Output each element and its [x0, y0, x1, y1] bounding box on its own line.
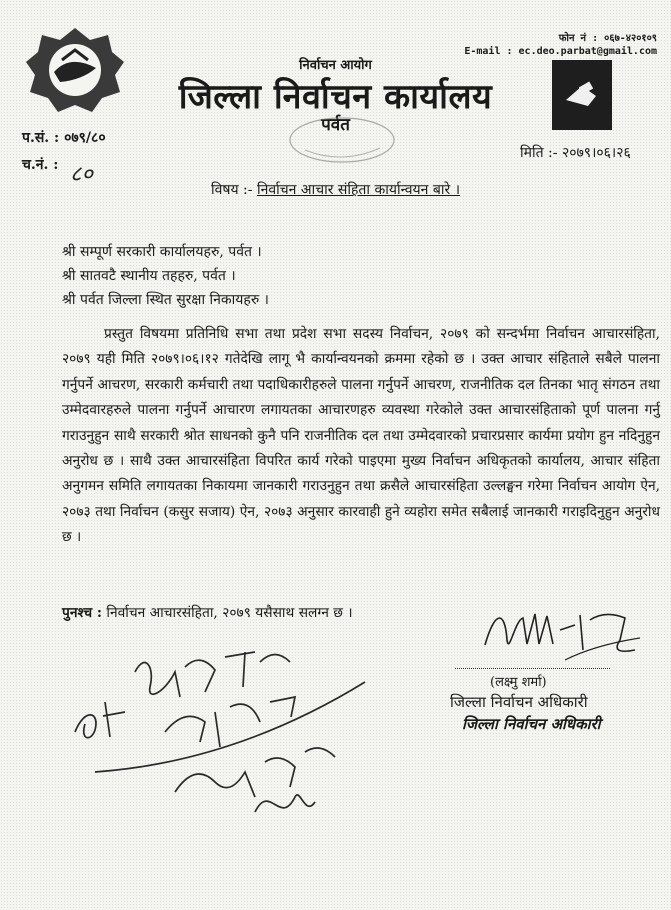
signature-line	[455, 668, 610, 669]
letter-number: प.सं. : ०७९/८०	[22, 130, 106, 146]
commission-name: निर्वाचन आयोग	[299, 58, 372, 73]
signer-name: (लक्ष्मु शर्मा)	[490, 675, 547, 690]
dispatch-label: च.नं. :	[22, 157, 59, 173]
recipient-item: श्री सातवटै स्थानीय तहहरु, पर्वत ।	[62, 268, 236, 284]
postscript-text: निर्वाचन आचारसंहिता, २०७९ यसैसाथ सलग्न छ ।	[106, 605, 353, 621]
signer-title: जिल्ला निर्वाचन अधिकारी	[450, 693, 588, 711]
election-logo-icon	[552, 60, 612, 130]
email-address: E-mail : ec.deo.parbat@gmail.com	[464, 46, 657, 57]
phone-number: फोन नं : ०६७-४२०१०९	[558, 33, 657, 44]
postscript-label: पुनश्च :	[62, 605, 103, 621]
signature-scribble-icon	[475, 600, 645, 665]
signer-stamp: जिल्ला निर्वाचन अधिकारी	[462, 715, 601, 733]
subject-line	[0, 180, 671, 199]
dispatch-number-handwritten: ८०	[70, 162, 93, 187]
handwritten-note-icon	[55, 612, 385, 842]
subject-text: निर्वाचन आचार संहिता कार्यान्वयन बारे ।	[256, 182, 461, 198]
letter-body: प्रस्तुत विषयमा प्रतिनिधि सभा तथा प्रदेश सभा सदस्य निर्वाचन, २०७९ को सन्दर्भमा निर्वाचन आचारसंहिता, २०७९ यही मिति २०७९।०६।१२ गतेदेखि लागू भै कार्यान्वयनको क्रममा रहेको छ । उक्त आचार संहिताले सबैले पालना गर्नुपर्ने आचरण, सरकारी कर्मचारी तथा पदाधिकारीहरुले पालना गर्नुपर्ने आचरण, राजनीतिक दल तिनका भातृ संगठन तथा उम्मेदवारहरुले पालना गर्नुपर्ने आचारण लगायतका आचारणहरु व्यवस्था गरेकोले उक्त आचारसंहिताको पूर्ण पालना गर्नु गराउनुहुन साथै सरकारी श्रोत साधनको कुनै पनि राजनीतिक दल तथा उम्मेदवारको प्रचारप्रसार कार्यमा प्रयोग हुन नदिनुहुन अनुरोध छ । साथै उक्त आचारसंहिता विपरित कार्य गरेको पाइएमा मुख्य निर्वाचन अधिकृतको कार्यालय, आचार संहिता अनुगमन समिति लगायतका निकायमा जानकारी गराउनुहुन तथा क्रसैले आचारसंहिता उल्लङ्घन गरेमा निर्वाचन आयोग ऐन, २०७३ तथा निर्वाचन (कसुर सजाय) ऐन, २०७३ अनुसार कारवाही हुने व्यहोरा समेत सबैलाई जानकारी गराइदिनुहुन अनुरोध छ ।	[62, 326, 660, 546]
office-stamp-icon	[285, 110, 400, 165]
contact-block	[464, 32, 657, 58]
recipient-list	[62, 240, 269, 312]
office-title: जिल्ला निर्वाचन कार्यालय	[178, 77, 493, 117]
recipient-item: श्री पर्वत जिल्ला स्थित सुरक्षा निकायहरु ।	[62, 292, 269, 308]
letter-date: मिति :- २०७९।०६।२६	[520, 145, 631, 161]
district-name: पर्वत	[321, 115, 350, 135]
recipient-item: श्री सम्पूर्ण सरकारी कार्यालयहरु, पर्वत ।	[62, 244, 262, 260]
subject-label: विषय :-	[210, 182, 253, 198]
